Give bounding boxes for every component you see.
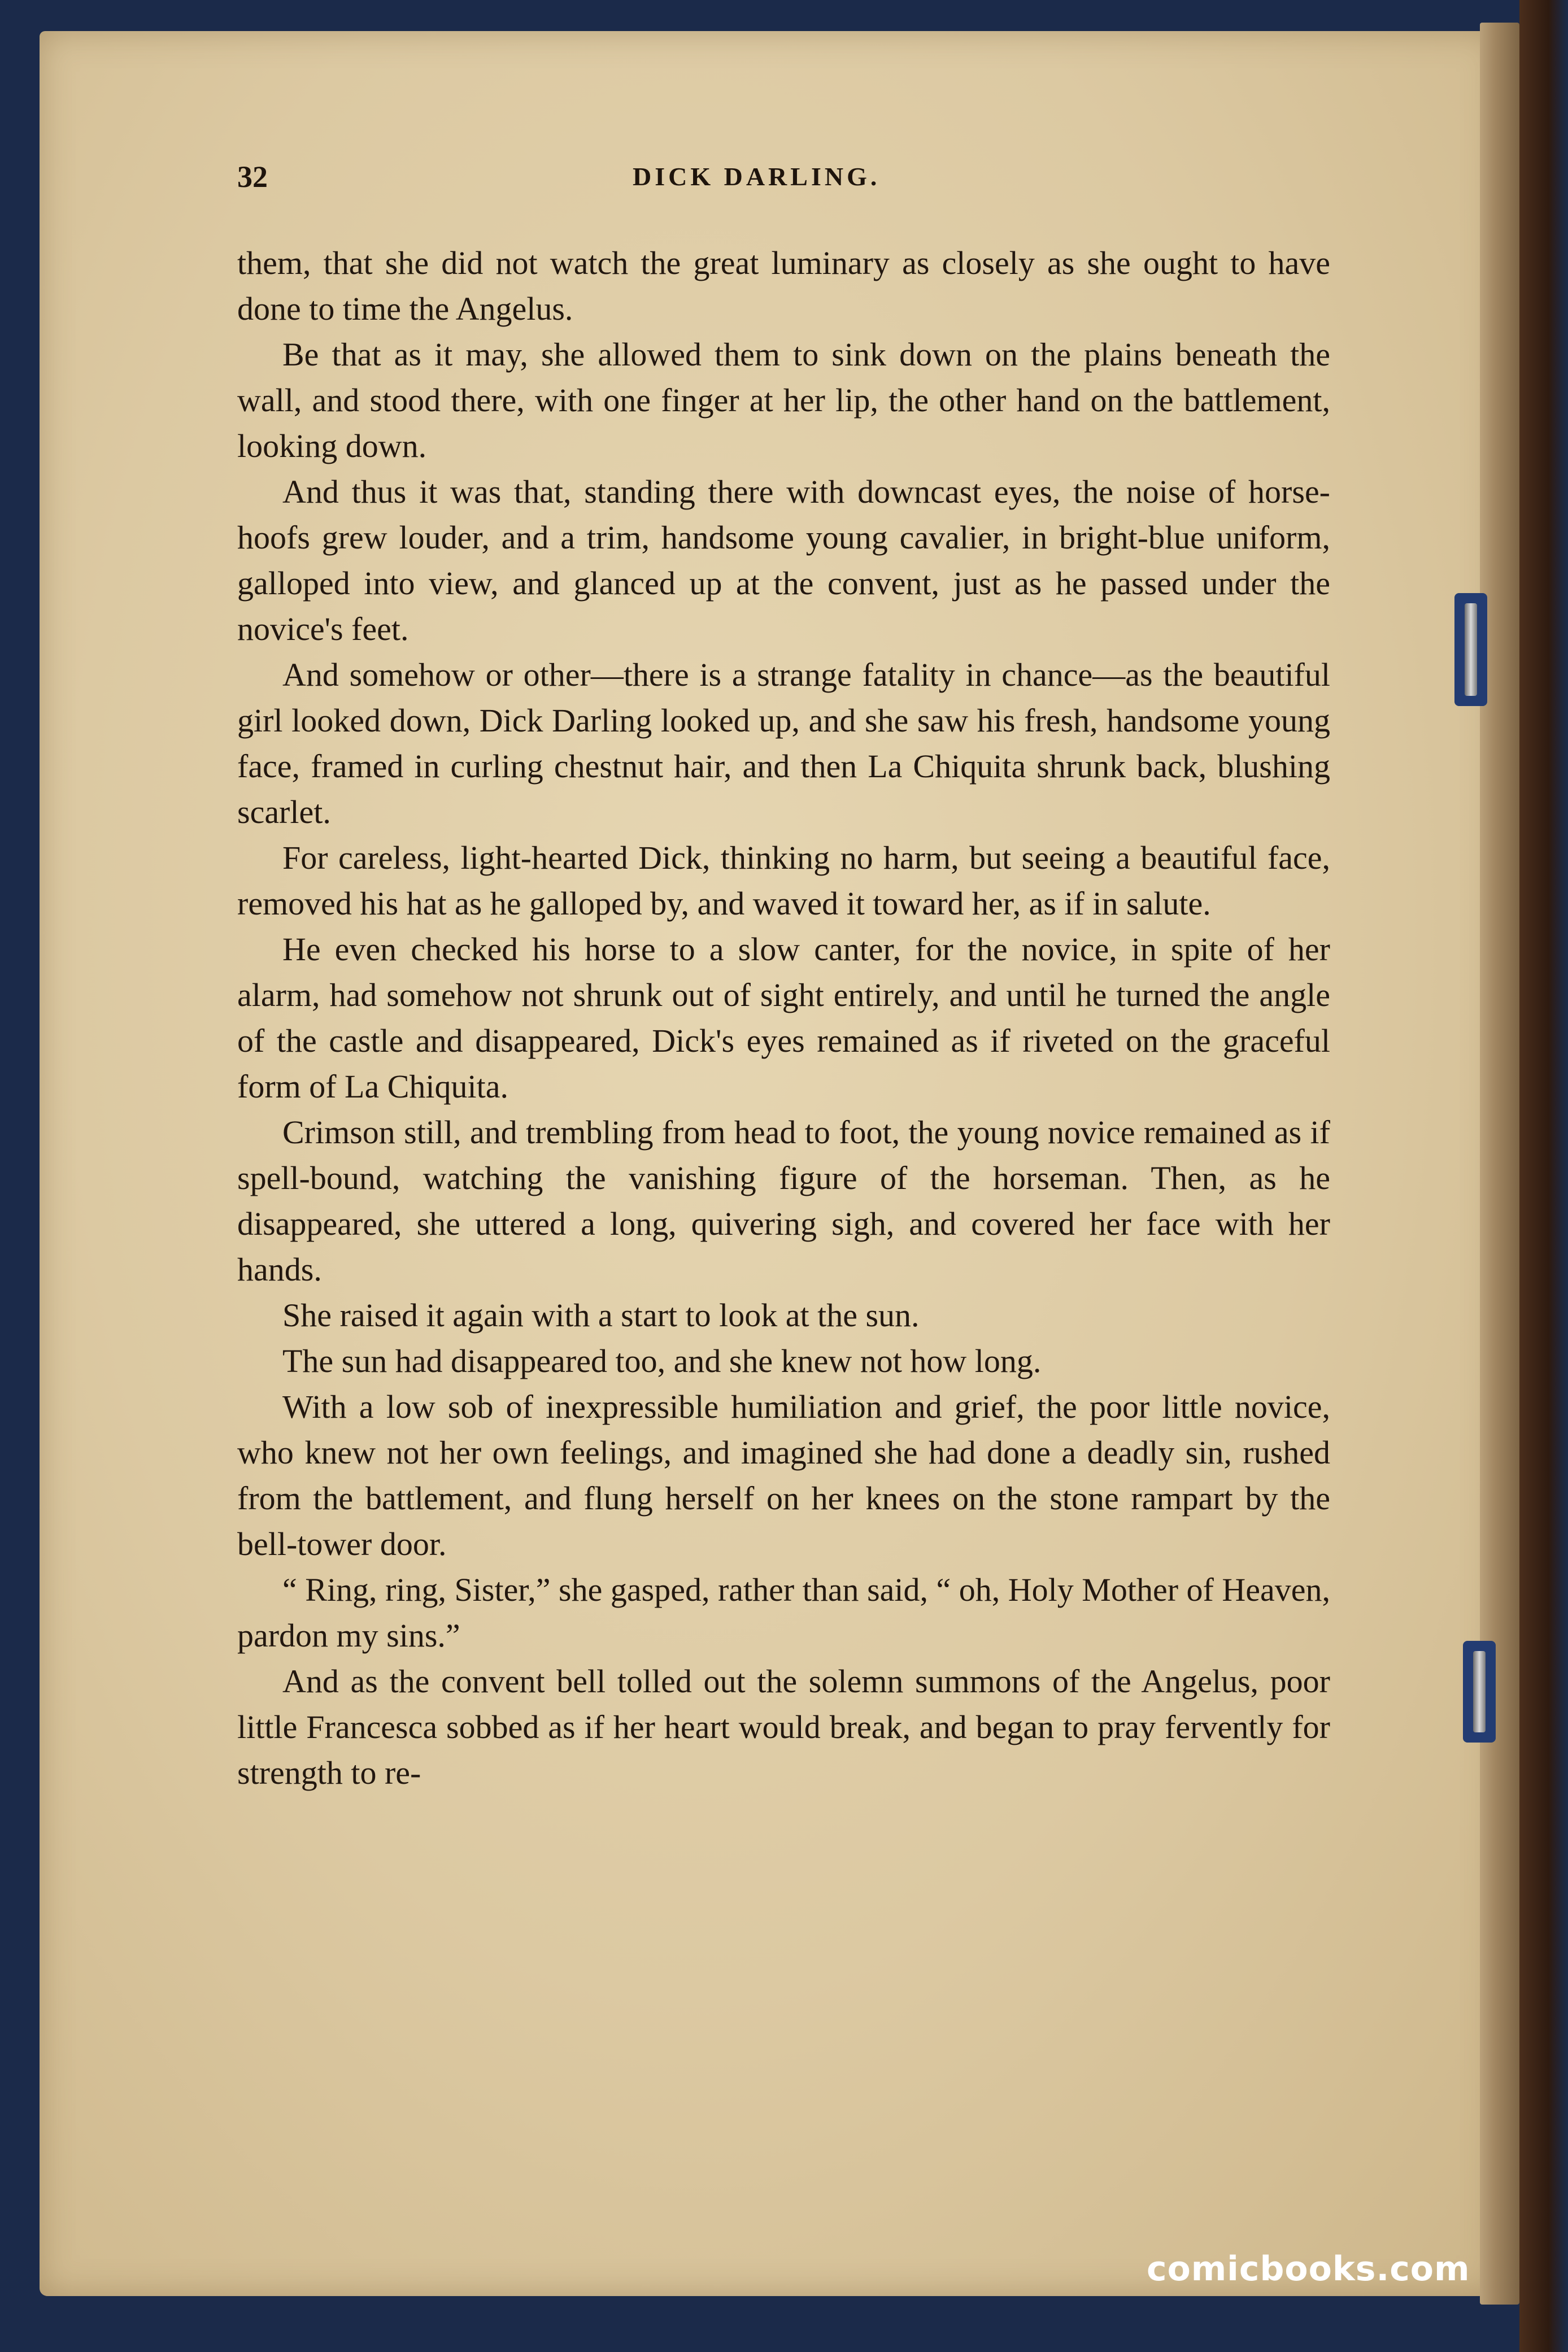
body-text [237,240,1330,1796]
page-number: 32 [237,160,268,194]
staple-bottom [1463,1641,1496,1743]
staple-top [1454,593,1487,706]
paragraph: He even checked his horse to a slow canter, for the novice, in spite of her alarm, had somehow not shrunk out of sight entirely, and until he turned the angle of the castle and disappeared, Dick's eyes remained as if riveted on the graceful form of La Chiquita. [237,931,1330,1105]
running-head: DICK DARLING. [633,162,881,191]
book-binding-edge [1519,0,1568,2352]
paragraph: them, that she did not watch the great luminary as closely as she ought to have done to time the Angelus. [237,245,1330,327]
paragraph: She raised it again with a start to look at the sun. [282,1297,920,1334]
page-spine [1480,23,1519,2305]
paragraph: “ Ring, ring, Sister,” she gasped, rather than said, “ oh, Holy Mother of Heaven, pardon my sins.” [237,1571,1330,1654]
staple-top-metal [1465,603,1477,696]
paragraph: And somehow or other—there is a strange fatality in chance—as the beautiful girl looked down, Dick Darling looked up, and she saw his fresh, handsome young face, framed in curling chestnut hair, and then La Chiquita shrunk back, blushing scarlet. [237,656,1330,830]
paragraph: The sun had disappeared too, and she knew not how long. [282,1343,1042,1379]
paragraph: And as the convent bell tolled out the solemn summons of the Angelus, poor little Francesca sobbed as if her heart would break, and began to pray fervently for strength to re- [237,1663,1330,1791]
site-watermark: comicbooks.com [1147,2249,1470,2289]
paragraph: For careless, light-hearted Dick, thinking no harm, but seeing a beautiful face, removed his hat as he galloped by, and waved it toward her, as if in salute. [237,839,1330,922]
paragraph: And thus it was that, standing there with downcast eyes, the noise of horse-hoofs grew louder, and a trim, handsome young cavalier, in bright-blue uniform, galloped into view, and glanced up at the convent, just as he passed under the novice's feet. [237,473,1330,647]
page-header [195,159,1325,199]
paragraph: With a low sob of inexpressible humiliation and grief, the poor little novice, who knew not her own feelings, and imagined she had done a deadly sin, rushed from the battlement, and flung herself on her knees on the stone rampart by the bell-tower door. [237,1388,1330,1562]
paragraph: Be that as it may, she allowed them to sink down on the plains beneath the wall, and stood there, with one finger at her lip, the other hand on the battlement, looking down. [237,336,1330,464]
staple-bottom-metal [1473,1651,1486,1732]
paragraph: Crimson still, and trembling from head to foot, the young novice remained as if spell-bound, watching the vanishing figure of the horseman. Then, as he disappeared, she uttered a long, quivering sigh, and covered her face with her hands. [237,1114,1330,1288]
